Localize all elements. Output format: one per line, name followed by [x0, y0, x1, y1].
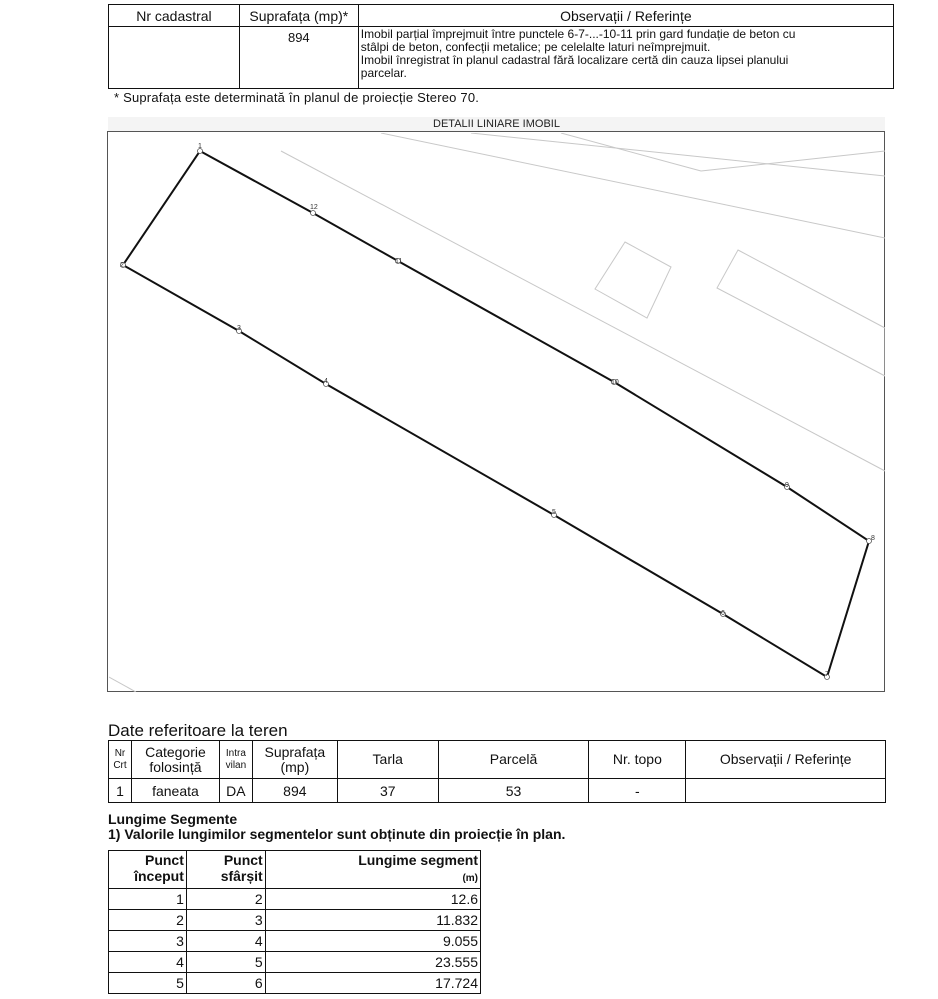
observation-line: Imobil înregistrat în planul cadastral fără localizare certă din cauza lipsei planului: [360, 53, 789, 67]
vertex-marker: [311, 211, 316, 216]
table-row: [109, 889, 481, 910]
cell-parcela: 53: [438, 779, 589, 803]
segments-note: 1) Valorile lungimilor segmentelor sunt obținute din proiecție în plan.: [108, 826, 566, 842]
header-lungime-segment: [265, 851, 480, 889]
vertex-label-6: 6: [721, 610, 725, 617]
cell-end: 2: [186, 889, 265, 910]
header-categorie: Categorie folosință: [131, 741, 219, 779]
cell-start: 4: [109, 952, 187, 973]
header-lungime-unit: (m): [462, 873, 478, 884]
cell-end: 5: [186, 952, 265, 973]
segments-table: [108, 850, 481, 994]
vertex-label-8: 8: [871, 535, 875, 542]
vertex-label-7: 7: [825, 671, 829, 678]
cell-length: 11.832: [265, 910, 480, 931]
header-punct-inceput: Punct început: [109, 851, 187, 889]
header-tarla: Tarla: [337, 741, 438, 779]
cell-length: 12.6: [265, 889, 480, 910]
header-punct-sfarsit: Punct sfârșit: [186, 851, 265, 889]
cell-nr-crt: 1: [109, 779, 132, 803]
cell-start: 1: [109, 889, 187, 910]
teren-table: [108, 740, 886, 803]
cell-end: 3: [186, 910, 265, 931]
header-parcela: Parcelă: [438, 741, 589, 779]
background-road-line: [471, 133, 885, 176]
table-row: [109, 931, 481, 952]
background-road-line: [701, 151, 885, 171]
observation-line: Imobil parțial împrejmuit între punctele 6-7-...-10-11 prin gard fundație de beton cu: [360, 27, 796, 41]
header-observatii: Observații / Referințe: [686, 741, 886, 779]
vertex-label-12: 12: [310, 204, 318, 211]
stereo-note: * Suprafața este determinată în planul de proiecție Stereo 70.: [114, 90, 480, 105]
building-outline: [595, 242, 671, 318]
background-parcel-line: [281, 151, 885, 471]
parcel-outline: [123, 151, 869, 677]
segments-title: Lungime Segmente: [108, 811, 238, 827]
table-row: [109, 952, 481, 973]
header-intravilan: Intra vilan: [219, 741, 252, 779]
map-title: DETALII LINIARE IMOBIL: [108, 117, 885, 131]
background-parcel-line: [109, 677, 136, 692]
table-row: [109, 910, 481, 931]
header-suprafata: Suprafața (mp): [252, 741, 337, 779]
header-nr-crt: Nr Crt: [109, 741, 132, 779]
vertex-label-9: 9: [785, 482, 789, 489]
observation-line: stâlpi de beton, confecții metalice; pe celelalte laturi neîmprejmuit.: [360, 40, 711, 54]
cell-length: 23.555: [265, 952, 480, 973]
table-row: [109, 973, 481, 994]
cell-end: 4: [186, 931, 265, 952]
header-lungime-label: Lungime segment: [358, 852, 478, 868]
teren-header-row: [109, 741, 886, 779]
cell-tarla: 37: [337, 779, 438, 803]
cell-suprafata: 894: [252, 779, 337, 803]
cell-length: 9.055: [265, 931, 480, 952]
header-suprafata: Suprafața (mp)*: [239, 5, 358, 27]
cadastral-area-cell: 894: [239, 27, 358, 89]
vertex-markers: [121, 149, 872, 680]
vertex-label-1: 1: [198, 143, 202, 150]
vertex-label-10: 10: [611, 379, 619, 386]
parcel-map: [107, 131, 885, 692]
cell-start: 3: [109, 931, 187, 952]
cell-end: 6: [186, 973, 265, 994]
header-nr-topo: Nr. topo: [589, 741, 686, 779]
cell-categorie: faneata: [131, 779, 219, 803]
table-row: [109, 779, 886, 803]
background-road-line: [561, 133, 701, 171]
cell-nr-topo: -: [589, 779, 686, 803]
vertex-label-5: 5: [552, 509, 556, 516]
cell-start: 2: [109, 910, 187, 931]
vertex-label-3: 3: [237, 325, 241, 332]
header-observatii: Observații / Referințe: [358, 5, 893, 27]
segments-header-row: [109, 851, 481, 889]
observation-line: parcelar.: [360, 66, 407, 80]
vertex-label-2: 2: [120, 262, 124, 269]
header-nr-cadastral: Nr cadastral: [109, 5, 240, 27]
cell-intravilan: DA: [219, 779, 252, 803]
background-road-line: [381, 133, 885, 238]
vertex-label-4: 4: [324, 378, 328, 385]
vertex-label-11: 11: [395, 258, 403, 265]
cell-start: 5: [109, 973, 187, 994]
building-outline: [717, 250, 885, 376]
teren-section-title: Date referitoare la teren: [108, 721, 288, 740]
cell-observatii: [686, 779, 886, 803]
cell-length: 17.724: [265, 973, 480, 994]
